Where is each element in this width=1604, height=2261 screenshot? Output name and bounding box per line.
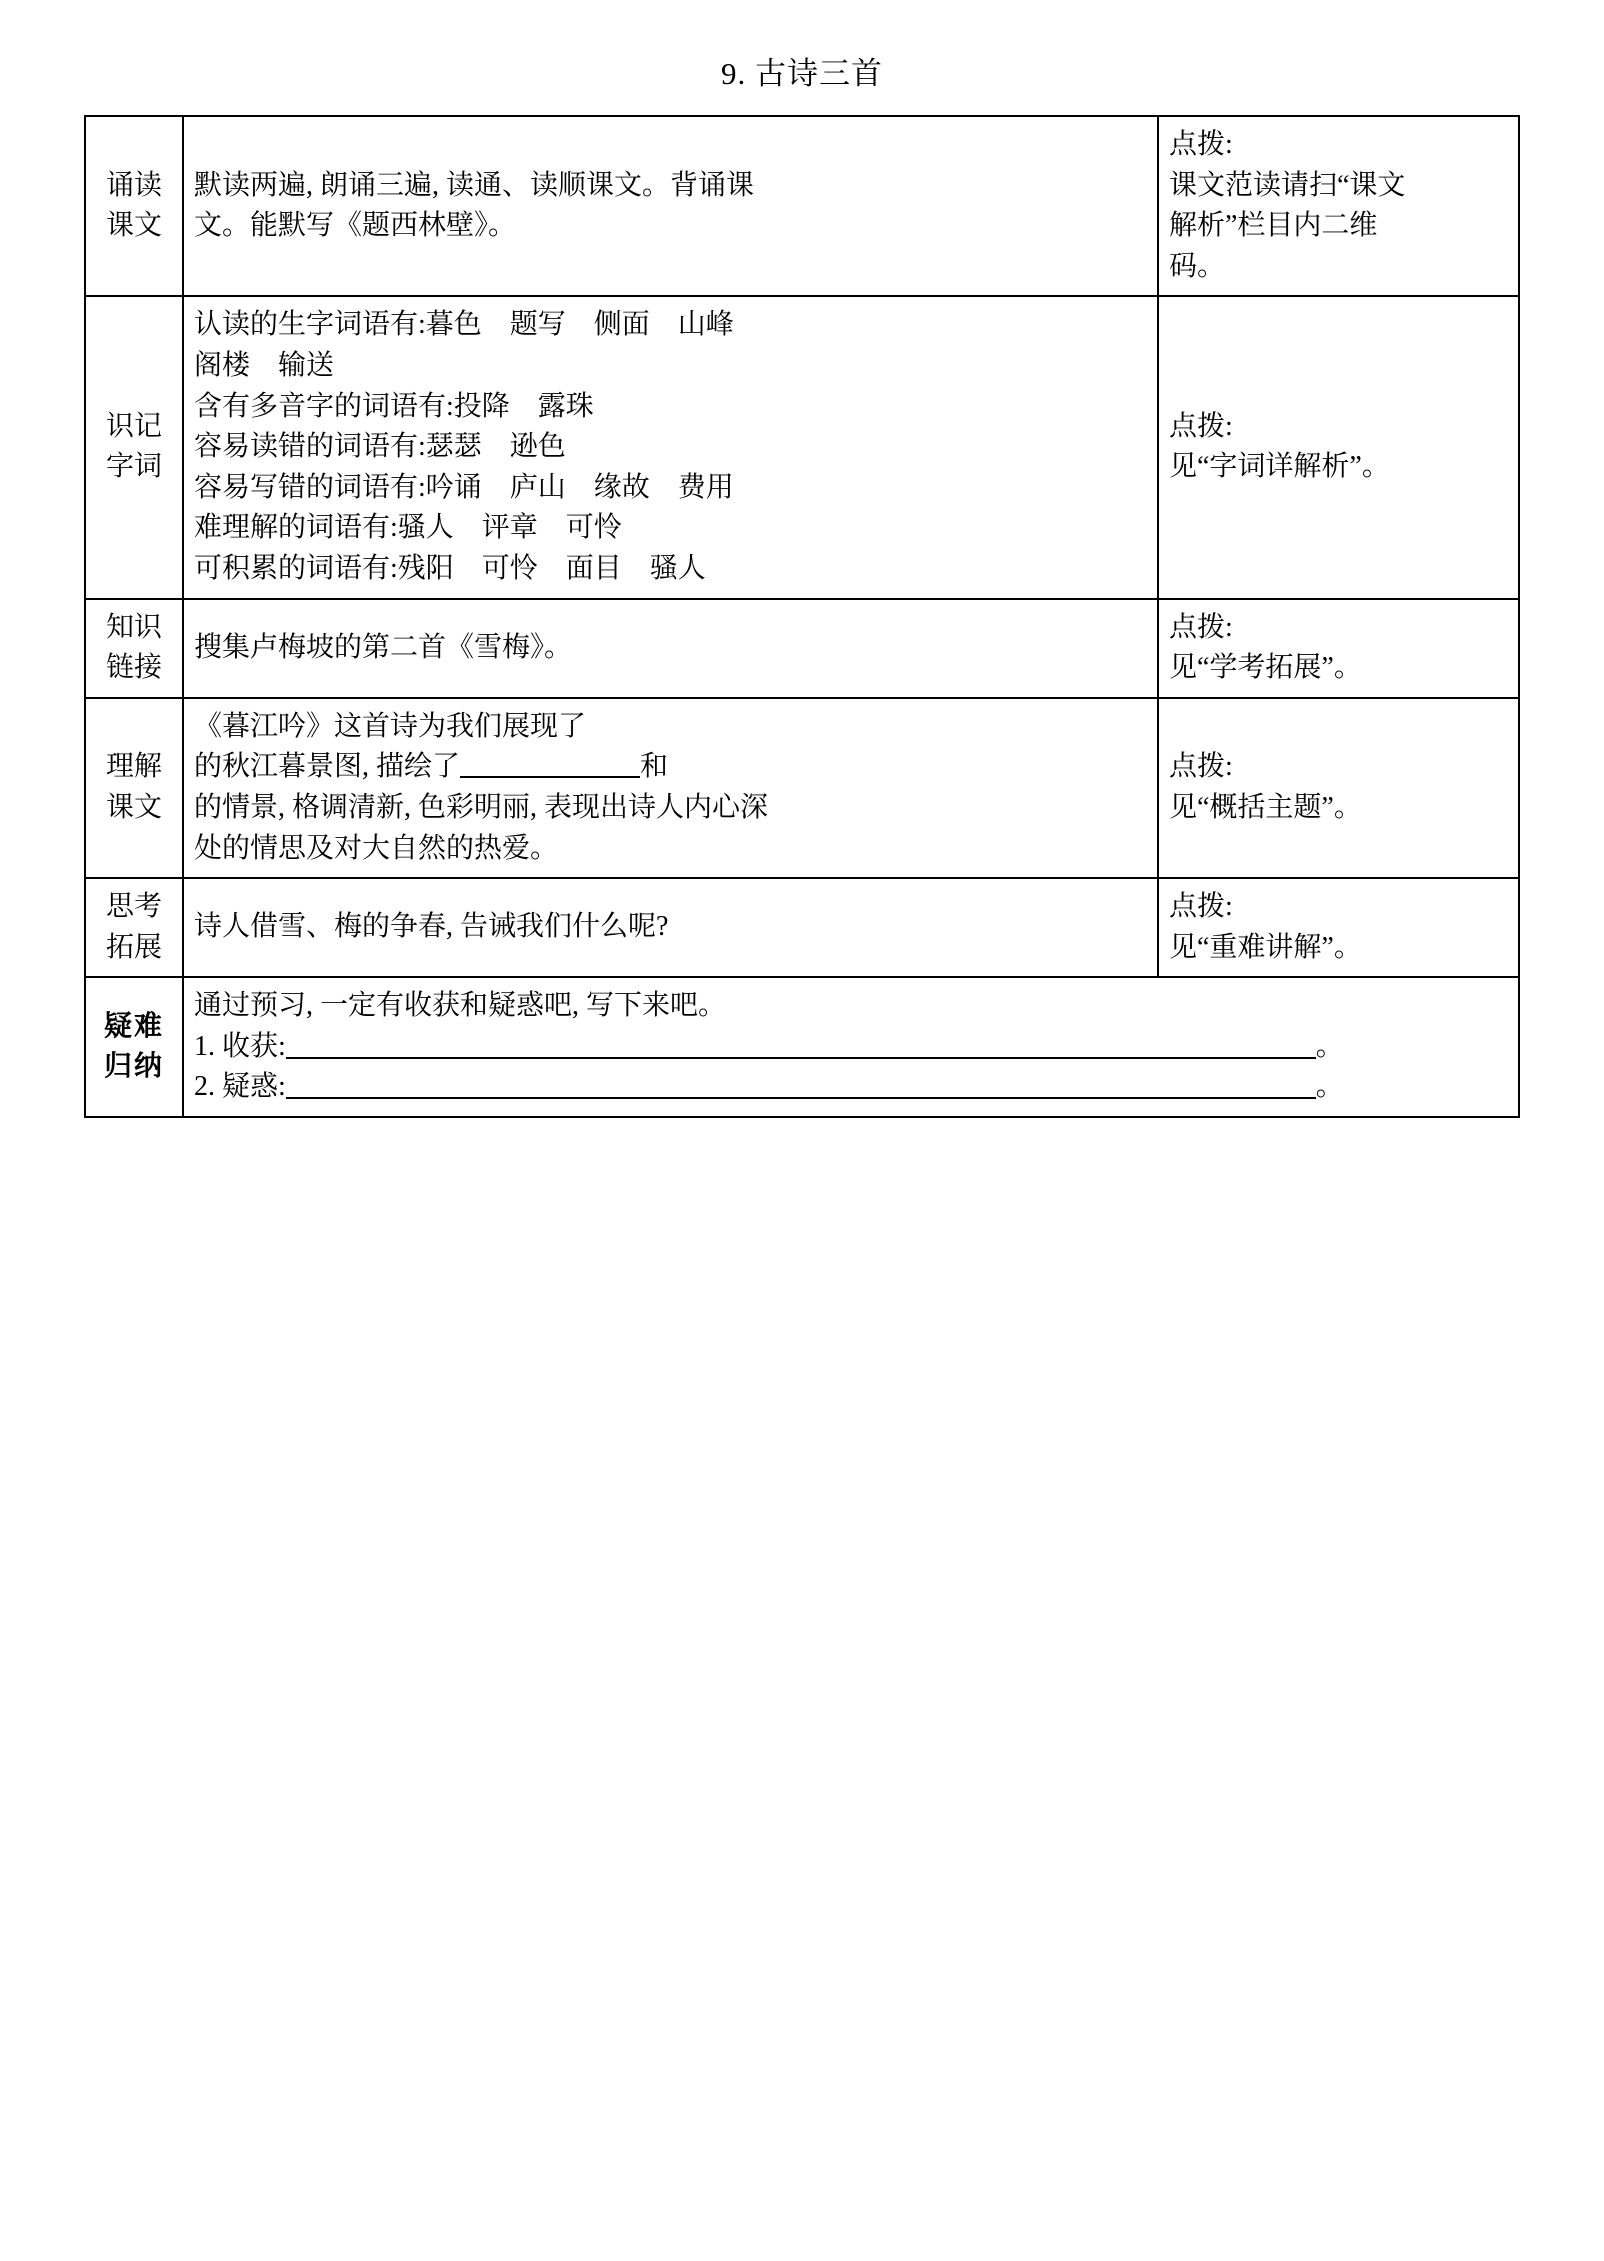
row-hint-vocabulary: 点拨: 见“字词详解析”。 bbox=[1158, 296, 1519, 598]
row-content-comprehension: 《暮江吟》这首诗为我们展现了 的秋江暮景图, 描绘了 和 的情景, 格调清新, 色彩明丽, 表现出诗人内心深 处的情思及对大自然的热爱。 bbox=[183, 698, 1158, 878]
gains-blank[interactable] bbox=[286, 1027, 1316, 1058]
page-title: 9. 古诗三首 bbox=[721, 56, 883, 91]
row-hint-recite: 点拨: 课文范读请扫“课文 解析”栏目内二维 码。 bbox=[1158, 116, 1519, 296]
doubts-blank[interactable] bbox=[286, 1068, 1316, 1099]
row-label-comprehension: 理解 课文 bbox=[85, 698, 183, 878]
row-hint-comprehension: 点拨: 见“概括主题”。 bbox=[1158, 698, 1519, 878]
row-label-recite: 诵读 课文 bbox=[85, 116, 183, 296]
row-hint-thinking: 点拨: 见“重难讲解”。 bbox=[1158, 878, 1519, 977]
row-content-thinking: 诗人借雪、梅的争春, 告诫我们什么呢? bbox=[183, 878, 1158, 977]
table-row bbox=[85, 296, 1519, 598]
row-content-knowledge-link: 搜集卢梅坡的第二首《雪梅》。 bbox=[183, 599, 1158, 698]
row-label-thinking: 思考 拓展 bbox=[85, 878, 183, 977]
table-row bbox=[85, 698, 1519, 878]
table-row bbox=[85, 878, 1519, 977]
row-content-difficulties: 通过预习, 一定有收获和疑惑吧, 写下来吧。 1. 收获: 。 2. 疑惑: 。 bbox=[183, 977, 1519, 1117]
table-row bbox=[85, 977, 1519, 1117]
doubts-line: 2. 疑惑: 。 bbox=[194, 1067, 1508, 1108]
row-content-vocabulary: 认读的生字词语有:暮色 题写 侧面 山峰 阁楼 输送 含有多音字的词语有:投降 露珠 容易读错的词语有:瑟瑟 逊色 容易写错的词语有:吟诵 庐山 缘故 费用 难理解的词语有:骚人 评章 可怜 可积累的词语有:残阳 可怜 面目 骚人 bbox=[183, 296, 1158, 598]
row-hint-knowledge-link: 点拨: 见“学考拓展”。 bbox=[1158, 599, 1519, 698]
answer-blank[interactable] bbox=[460, 748, 640, 778]
fill-prefix: 的秋江暮景图, 描绘了 bbox=[194, 751, 461, 783]
comprehension-fill-line bbox=[194, 747, 1147, 788]
worksheet-table bbox=[84, 115, 1520, 1118]
row-label-difficulties: 疑难 归纳 bbox=[85, 977, 183, 1117]
fill-suffix: 和 bbox=[640, 751, 669, 783]
table-row bbox=[85, 116, 1519, 296]
table-row bbox=[85, 599, 1519, 698]
gains-line: 1. 收获: 。 bbox=[194, 1027, 1508, 1068]
row-label-vocabulary: 识记 字词 bbox=[85, 296, 183, 598]
row-content-recite: 默读两遍, 朗诵三遍, 读通、读顺课文。背诵课 文。能默写《题西林壁》。 bbox=[183, 116, 1158, 296]
row-label-knowledge-link: 知识 链接 bbox=[85, 599, 183, 698]
